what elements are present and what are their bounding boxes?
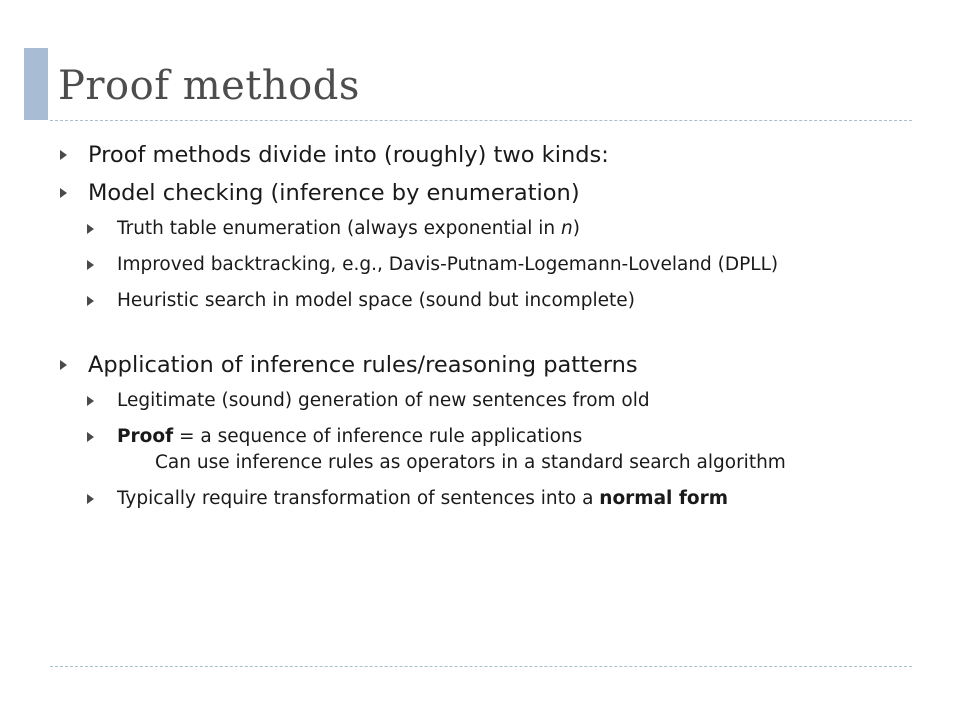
subbullet-continuation: Can use inference rules as operators in a standard search algorithm bbox=[155, 452, 786, 473]
subbullet-normal-form bbox=[58, 486, 908, 512]
slide-body bbox=[58, 140, 908, 522]
bullet-text: Application of inference rules/reasoning patterns bbox=[88, 352, 638, 378]
subbullet-legitimate-generation bbox=[58, 388, 908, 414]
slide-title: Proof methods bbox=[58, 63, 360, 109]
subbullet-proof-definition bbox=[58, 424, 908, 476]
bullet-proof-methods-kinds bbox=[58, 140, 908, 170]
subbullet-text: Truth table enumeration (always exponential in n) bbox=[117, 218, 580, 239]
bullet-text: Model checking (inference by enumeration) bbox=[88, 180, 580, 206]
triangle-bullet-icon bbox=[60, 150, 67, 160]
triangle-bullet-icon bbox=[87, 432, 94, 442]
bullet-text: Proof methods divide into (roughly) two kinds: bbox=[88, 142, 609, 168]
triangle-bullet-icon bbox=[87, 396, 94, 406]
subbullet-heuristic-search bbox=[58, 288, 908, 314]
subbullet-backtracking bbox=[58, 252, 908, 278]
triangle-bullet-icon bbox=[60, 188, 67, 198]
bottom-divider bbox=[50, 666, 912, 667]
triangle-bullet-icon bbox=[87, 494, 94, 504]
top-divider bbox=[50, 120, 912, 121]
subbullet-text: Improved backtracking, e.g., Davis-Putnam-Logemann-Loveland (DPLL) bbox=[117, 254, 779, 275]
triangle-bullet-icon bbox=[87, 224, 94, 234]
bullet-inference-rules bbox=[58, 350, 908, 380]
triangle-bullet-icon bbox=[60, 360, 67, 370]
subbullet-text: Proof = a sequence of inference rule applications bbox=[117, 426, 583, 447]
triangle-bullet-icon bbox=[87, 260, 94, 270]
title-accent-bar bbox=[24, 48, 48, 120]
subbullet-text: Legitimate (sound) generation of new sentences from old bbox=[117, 390, 650, 411]
subbullet-text: Typically require transformation of sentences into a normal form bbox=[117, 488, 729, 509]
bullet-model-checking bbox=[58, 178, 908, 208]
triangle-bullet-icon bbox=[87, 296, 94, 306]
subbullet-text: Heuristic search in model space (sound but incomplete) bbox=[117, 290, 635, 311]
subbullet-truth-table bbox=[58, 216, 908, 242]
